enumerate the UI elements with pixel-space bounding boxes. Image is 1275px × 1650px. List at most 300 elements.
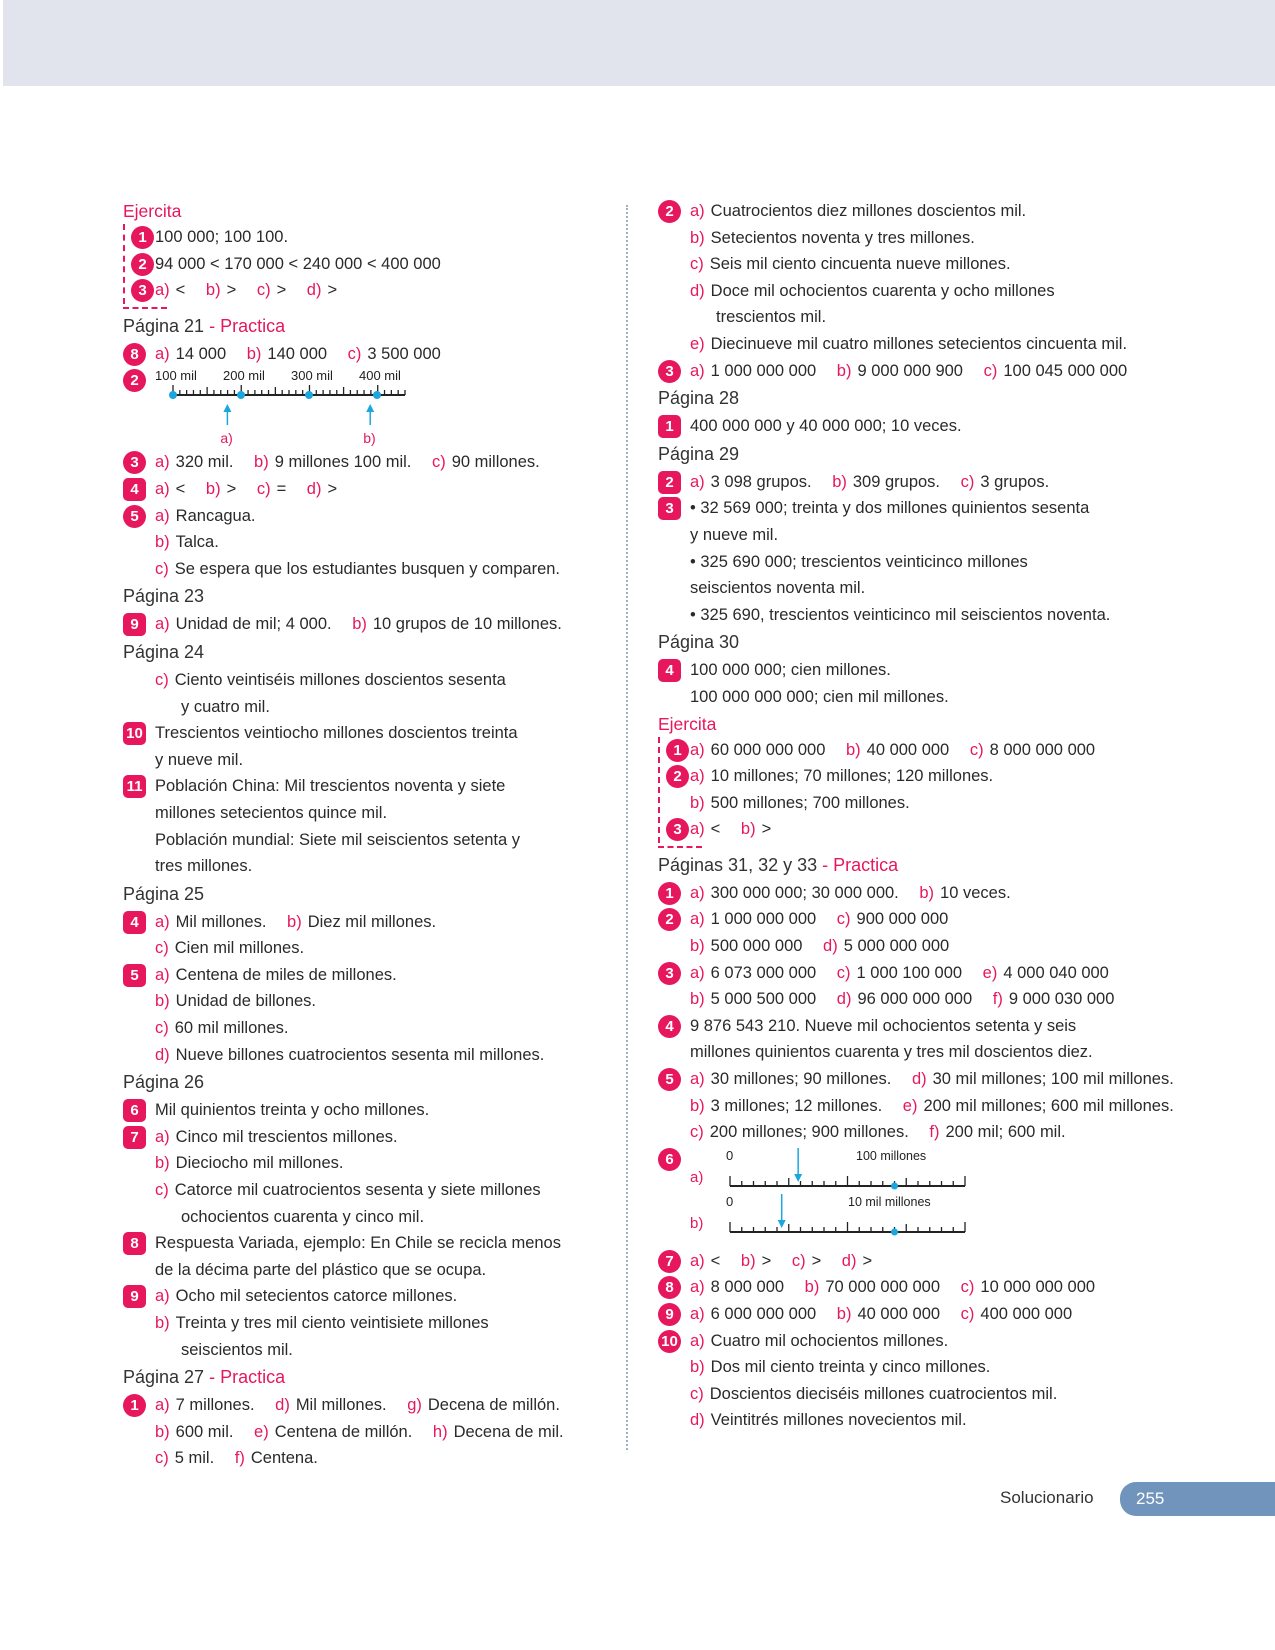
answer-part: [155, 720, 518, 747]
answer-label: a): [690, 1331, 705, 1350]
answer-text: <: [175, 479, 186, 498]
answer-text: 3 500 000: [367, 344, 441, 363]
answer-label: d): [155, 1045, 170, 1064]
answer-part: [155, 1419, 233, 1446]
answer-text: 200 mil millones; 600 mil millones.: [923, 1096, 1174, 1115]
answer-line: [690, 933, 1218, 960]
answer-line: [690, 225, 1218, 252]
answer-part: [919, 880, 1010, 907]
ejercita-section: [658, 711, 1218, 843]
answer-item: [123, 667, 613, 720]
answer-text: Veintitrés millones novecientos mil.: [710, 1411, 967, 1430]
answer-label: b): [690, 937, 705, 956]
answer-part: [155, 1042, 544, 1069]
answer-text: Diecinueve mil cuatro millones setecientos cincuenta mil.: [710, 334, 1128, 353]
answer-text: 14 000: [175, 344, 227, 363]
answer-part: [155, 1124, 398, 1151]
answer-text: Unidad de mil; 4 000.: [175, 615, 332, 634]
section-heading: [123, 1363, 613, 1392]
number-badge: 11: [123, 775, 146, 798]
answer-part: [690, 1381, 1057, 1408]
answer-part: [155, 1283, 457, 1310]
answer-part: [690, 986, 816, 1013]
answer-label: c): [347, 344, 362, 363]
answer-line: [155, 277, 613, 304]
answer-part: [254, 1419, 412, 1446]
answer-part: [837, 986, 972, 1013]
left-column: [123, 198, 613, 1472]
answer-text: 309 grupos.: [852, 472, 941, 491]
heading-text: Página 25: [123, 883, 205, 904]
answer-part: [690, 1066, 891, 1093]
answer-line: [690, 1381, 1218, 1408]
answer-text: 9 000 000 900: [857, 361, 963, 380]
answer-item: [658, 880, 1218, 907]
answer-label: c): [969, 740, 984, 759]
answer-text: seiscientos mil.: [181, 1340, 293, 1359]
heading-text: Página 23: [123, 586, 205, 607]
answer-label: a): [155, 912, 170, 931]
answer-part: [690, 933, 802, 960]
section-heading: [123, 638, 613, 667]
answer-label: c): [256, 479, 271, 498]
answer-line: [690, 816, 1218, 843]
answer-label: a): [690, 1251, 705, 1270]
answer-part: [837, 906, 949, 933]
answer-text: 30 millones; 90 millones.: [710, 1070, 892, 1089]
answer-part: [690, 413, 962, 440]
tick-label: 100 mil: [155, 368, 197, 384]
answer-part: [155, 962, 397, 989]
answer-label: b): [919, 883, 935, 902]
answer-item: [660, 763, 1218, 816]
answer-part: [961, 469, 1050, 496]
answer-part: [155, 1015, 288, 1042]
answer-part: [823, 933, 949, 960]
answer-text: y nueve mil.: [155, 750, 244, 769]
number-badge: 8: [123, 1232, 146, 1255]
answer-item: [658, 495, 1218, 628]
answer-label: c): [960, 472, 975, 491]
answer-item: [123, 909, 613, 962]
answer-item: [125, 224, 613, 251]
answer-label: g): [407, 1396, 422, 1415]
answer-label: e): [690, 334, 705, 353]
end-label: 100 millones: [856, 1148, 927, 1163]
answer-part: [792, 1248, 821, 1275]
answer-label: b): [690, 793, 705, 812]
answer-line: [155, 1097, 613, 1124]
answer-part: [155, 1445, 214, 1472]
answer-part: [690, 331, 1127, 358]
answer-text: 3 millones; 12 millones.: [710, 1096, 883, 1115]
answer-part: [961, 1274, 1095, 1301]
answer-part: [961, 1301, 1073, 1328]
answer-item: [125, 251, 613, 278]
answer-text: Se espera que los estudiantes busquen y comparen.: [174, 559, 561, 578]
answer-part: [805, 1274, 940, 1301]
answer-line: [155, 611, 613, 638]
answer-label: b): [352, 615, 367, 634]
answer-label: a): [690, 361, 705, 380]
answer-text: Centena de miles de millones.: [175, 965, 397, 984]
column-divider: [626, 205, 628, 1450]
answer-line: [155, 800, 613, 827]
right-column: [658, 198, 1218, 1434]
answer-text: Mil millones.: [175, 912, 267, 931]
answer-label: b): [836, 1305, 852, 1323]
answer-label: c): [155, 670, 169, 689]
answer-text: 4 000 040 000: [1003, 963, 1109, 982]
answer-text: trescientos mil.: [716, 308, 827, 327]
start-label: 0: [726, 1193, 734, 1209]
answer-line: [690, 522, 1218, 549]
number-badge: 4: [123, 478, 146, 501]
answer-line: [690, 790, 1218, 817]
answer-item: [123, 1230, 613, 1283]
answer-line: [155, 449, 613, 476]
answer-text: 900 000 000: [856, 910, 949, 929]
answer-text: Treinta y tres mil ciento veintisiete millones: [175, 1314, 489, 1332]
answer-label: a): [155, 965, 170, 984]
answer-text: Mil millones.: [295, 1396, 387, 1415]
answer-line: [155, 503, 613, 530]
answer-part: [155, 341, 226, 368]
answer-line: [155, 827, 613, 854]
answer-label: b): [740, 1251, 756, 1270]
answer-item: [658, 198, 1218, 358]
answer-text: =: [276, 479, 287, 498]
answer-label: e): [254, 1422, 269, 1441]
answer-label: a): [690, 820, 705, 839]
answer-item: [658, 1328, 1218, 1434]
answer-text: 100 000 000 000; cien mil millones.: [690, 687, 949, 706]
answer-item: [123, 773, 613, 879]
number-badge: 8: [123, 343, 146, 366]
answer-part: [287, 909, 436, 936]
point-marker: [169, 391, 177, 399]
answer-text: millones setecientos quince mil.: [155, 803, 388, 822]
answer-part: [235, 1445, 318, 1472]
number-badge: 2: [123, 369, 146, 392]
answer-part: [983, 960, 1109, 987]
answer-line: [155, 1124, 613, 1151]
answer-text: y cuatro mil.: [181, 697, 270, 716]
answer-item: [123, 449, 613, 476]
answer-label: a): [155, 453, 170, 472]
answer-part: [206, 476, 236, 503]
point-marker: [237, 391, 245, 399]
answer-label: d): [690, 1411, 705, 1430]
answer-item: [123, 1124, 613, 1230]
answer-text: Cuatro mil ochocientos millones.: [710, 1331, 949, 1350]
answer-text: Talca.: [175, 533, 219, 552]
answer-text: <: [710, 820, 721, 839]
answer-text: • 325 690, trescientos veinticinco mil seiscientos noventa.: [690, 605, 1111, 624]
answer-label: b): [832, 472, 847, 491]
answer-label: c): [960, 1278, 975, 1297]
answer-text: 60 000 000 000: [710, 740, 826, 759]
number-badge: 4: [658, 1015, 681, 1038]
answer-label: b): [804, 1278, 820, 1297]
answer-line: [155, 853, 613, 880]
answer-line: [155, 1177, 613, 1204]
answer-part: [155, 503, 255, 530]
answer-line: [155, 773, 613, 800]
answer-text: 7 millones.: [175, 1396, 255, 1415]
answer-label: a): [155, 1396, 170, 1415]
answer-label: a): [690, 472, 705, 491]
answer-part: [155, 1392, 255, 1419]
answer-text: millones quinientos cuarenta y tres mil doscientos diez.: [690, 1043, 1093, 1062]
answer-label: a): [155, 615, 170, 634]
number-badge: 6: [658, 1148, 681, 1171]
answer-text: 5 000 000 000: [843, 937, 950, 956]
answer-label: f): [929, 1123, 940, 1142]
answer-item: [658, 413, 1218, 440]
answer-text: Centena.: [250, 1449, 318, 1468]
answer-part: [155, 449, 233, 476]
answer-line: [155, 1337, 613, 1364]
answer-label: b): [254, 453, 269, 472]
answer-text: 9 millones 100 mil.: [274, 453, 412, 472]
answer-text: 400 000 000: [980, 1305, 1073, 1323]
answer-item: [658, 1013, 1218, 1066]
arrow-label: a): [220, 430, 233, 447]
answer-part: [690, 1248, 720, 1275]
answer-text: Seis mil ciento cincuenta nueve millones.: [709, 255, 1011, 274]
start-label: 0: [726, 1147, 734, 1163]
answer-part: [155, 224, 288, 251]
answer-part: [155, 1230, 561, 1257]
tick-label: 300 mil: [291, 368, 333, 384]
answer-part: [690, 575, 865, 602]
answer-text: 1 000 000 000: [710, 910, 817, 929]
answer-line: [155, 1015, 613, 1042]
answer-line: [155, 1204, 613, 1231]
answer-line: [690, 1328, 1218, 1355]
answer-text: 30 mil millones; 100 mil millones.: [932, 1070, 1174, 1089]
answer-part: [155, 277, 185, 304]
number-line-label: a): [690, 1168, 704, 1186]
answer-part: [352, 611, 562, 638]
answer-text: Dos mil ciento treinta y cinco millones.: [710, 1358, 991, 1377]
number-badge: 2: [131, 253, 154, 276]
answer-item: [123, 476, 613, 503]
answer-part: [903, 1093, 1174, 1120]
answer-part: [181, 694, 270, 721]
answer-text: Diez mil millones.: [307, 912, 437, 931]
answer-part: [155, 1150, 343, 1177]
answer-part: [690, 358, 816, 385]
section-heading: [123, 582, 613, 611]
answer-part: [181, 1337, 293, 1364]
answer-label: e): [982, 963, 998, 982]
answer-line: [155, 1310, 613, 1337]
answer-text: Mil quinientos treinta y ocho millones.: [155, 1101, 430, 1120]
answer-line: [155, 556, 613, 583]
answer-label: a): [155, 1127, 170, 1146]
answer-line: [690, 1248, 1218, 1275]
answer-part: [690, 816, 720, 843]
answer-text: Decena de millón.: [427, 1396, 560, 1415]
answer-text: Unidad de billones.: [175, 992, 317, 1011]
answer-item: [658, 469, 1218, 496]
answer-label: b): [690, 228, 705, 247]
answer-label: b): [155, 1314, 170, 1332]
answer-text: 400 000 000 y 40 000 000; 10 veces.: [690, 417, 962, 436]
answer-item: [660, 737, 1218, 764]
answer-item: [123, 1283, 613, 1363]
answer-text: Nueve billones cuatrocientos sesenta mil millones.: [175, 1045, 545, 1064]
point-marker: [891, 1182, 898, 1189]
answer-item: [123, 1392, 613, 1472]
answer-label: d): [275, 1396, 290, 1415]
answer-text: 500 000 000: [710, 937, 803, 956]
answer-item: [658, 657, 1218, 710]
answer-text: Cien mil millones.: [174, 939, 305, 958]
answer-text: 6 073 000 000: [710, 963, 817, 982]
answer-part: [690, 1407, 967, 1434]
number-badge: 5: [123, 964, 146, 987]
answer-line: [155, 476, 613, 503]
answer-line: [690, 575, 1218, 602]
answer-item: [660, 816, 1218, 843]
answer-line: [690, 602, 1218, 629]
number-badge: 1: [658, 882, 681, 905]
answer-part: [690, 1274, 784, 1301]
answer-text: 40 000 000: [866, 740, 950, 759]
answer-part: [690, 1119, 909, 1146]
answer-part: [155, 747, 243, 774]
answer-text: 90 millones.: [451, 453, 540, 472]
arrow-head-icon: [223, 404, 231, 412]
answer-text: de la décima parte del plástico que se ocupa.: [155, 1260, 487, 1279]
answer-text: 200 mil; 600 mil.: [945, 1123, 1066, 1142]
answer-line: [690, 1066, 1218, 1093]
answer-part: [984, 358, 1128, 385]
answer-item: [658, 1248, 1218, 1275]
number-badge: 1: [131, 226, 154, 249]
answer-part: [690, 657, 891, 684]
number-badge: 9: [658, 1303, 681, 1326]
answer-label: f): [992, 990, 1003, 1009]
answer-item: [123, 503, 613, 583]
ejercita-box: [123, 224, 613, 304]
number-badge: 2: [658, 908, 681, 931]
answer-part: [181, 1204, 424, 1231]
answer-label: d): [690, 281, 705, 300]
number-badge: 4: [658, 659, 681, 682]
answer-label: b): [845, 740, 861, 759]
number-badge: 5: [658, 1068, 681, 1091]
answer-part: [155, 800, 387, 827]
answer-line: [690, 1013, 1218, 1040]
number-badge: 1: [658, 415, 681, 438]
answer-label: c): [690, 1384, 704, 1403]
answer-line: [155, 694, 613, 721]
answer-label: a): [155, 506, 170, 525]
answer-label: a): [690, 963, 705, 982]
answer-line: [690, 251, 1218, 278]
answer-text: 3 098 grupos.: [710, 472, 812, 491]
answer-item: [658, 358, 1218, 385]
point-marker: [891, 1228, 898, 1235]
answer-part: [690, 880, 899, 907]
answer-part: [993, 986, 1115, 1013]
number-badge: 6: [123, 1099, 146, 1122]
arrow-head-icon: [366, 404, 374, 412]
number-badge: 1: [123, 1394, 146, 1417]
number-badge: 2: [666, 765, 689, 788]
answer-part: [970, 737, 1095, 764]
tick-label: 200 mil: [223, 368, 265, 384]
number-badge: 2: [658, 471, 681, 494]
answer-text: 1 000 100 000: [856, 963, 963, 982]
answer-line: [155, 1445, 613, 1472]
answer-label: d): [841, 1251, 857, 1270]
answer-line: [155, 1150, 613, 1177]
answer-part: [690, 684, 949, 711]
answer-text: 200 millones; 900 millones.: [709, 1123, 909, 1142]
answer-part: [155, 853, 252, 880]
answer-line: [155, 251, 613, 278]
answer-part: [690, 251, 1011, 278]
answer-label: c): [960, 1305, 975, 1323]
answer-line: [690, 880, 1218, 907]
answer-part: [155, 909, 266, 936]
answer-text: 94 000 < 170 000 < 240 000 < 400 000: [155, 254, 441, 273]
answer-label: a): [690, 1305, 705, 1323]
number-lines: [690, 1146, 1010, 1248]
answer-part: [690, 1039, 1093, 1066]
answer-item: [658, 1274, 1218, 1301]
answer-label: c): [155, 1449, 169, 1468]
answer-label: b): [740, 820, 756, 839]
answer-part: [206, 277, 236, 304]
answer-text: 40 000 000: [857, 1305, 941, 1323]
answer-line: [155, 1392, 613, 1419]
answer-label: a): [155, 479, 170, 498]
answer-line: [690, 657, 1218, 684]
answer-text: Ocho mil setecientos catorce millones.: [175, 1287, 458, 1306]
end-label: 10 mil millones: [848, 1194, 931, 1209]
answer-text: >: [761, 1251, 772, 1270]
number-badge: 5: [123, 505, 146, 528]
answer-part: [690, 960, 816, 987]
answer-part: [929, 1119, 1065, 1146]
number-line-item: [658, 1146, 1218, 1248]
answer-line: [155, 667, 613, 694]
number-line: [155, 367, 455, 449]
answer-line: [155, 1257, 613, 1284]
answer-line: [690, 413, 1218, 440]
answer-text: >: [761, 820, 772, 839]
answer-part: [257, 476, 286, 503]
answer-line: [155, 224, 613, 251]
heading-text: Página 28: [658, 388, 740, 409]
point-marker: [373, 391, 381, 399]
answer-text: <: [175, 281, 186, 300]
answer-part: [433, 1419, 564, 1446]
answer-label: a): [690, 1278, 705, 1297]
answer-label: f): [234, 1449, 245, 1468]
answer-label: c): [836, 963, 851, 982]
answer-part: [690, 1301, 816, 1328]
answer-text: Centena de millón.: [274, 1422, 413, 1441]
answer-text: tres millones.: [155, 857, 253, 876]
point-marker: [305, 391, 313, 399]
